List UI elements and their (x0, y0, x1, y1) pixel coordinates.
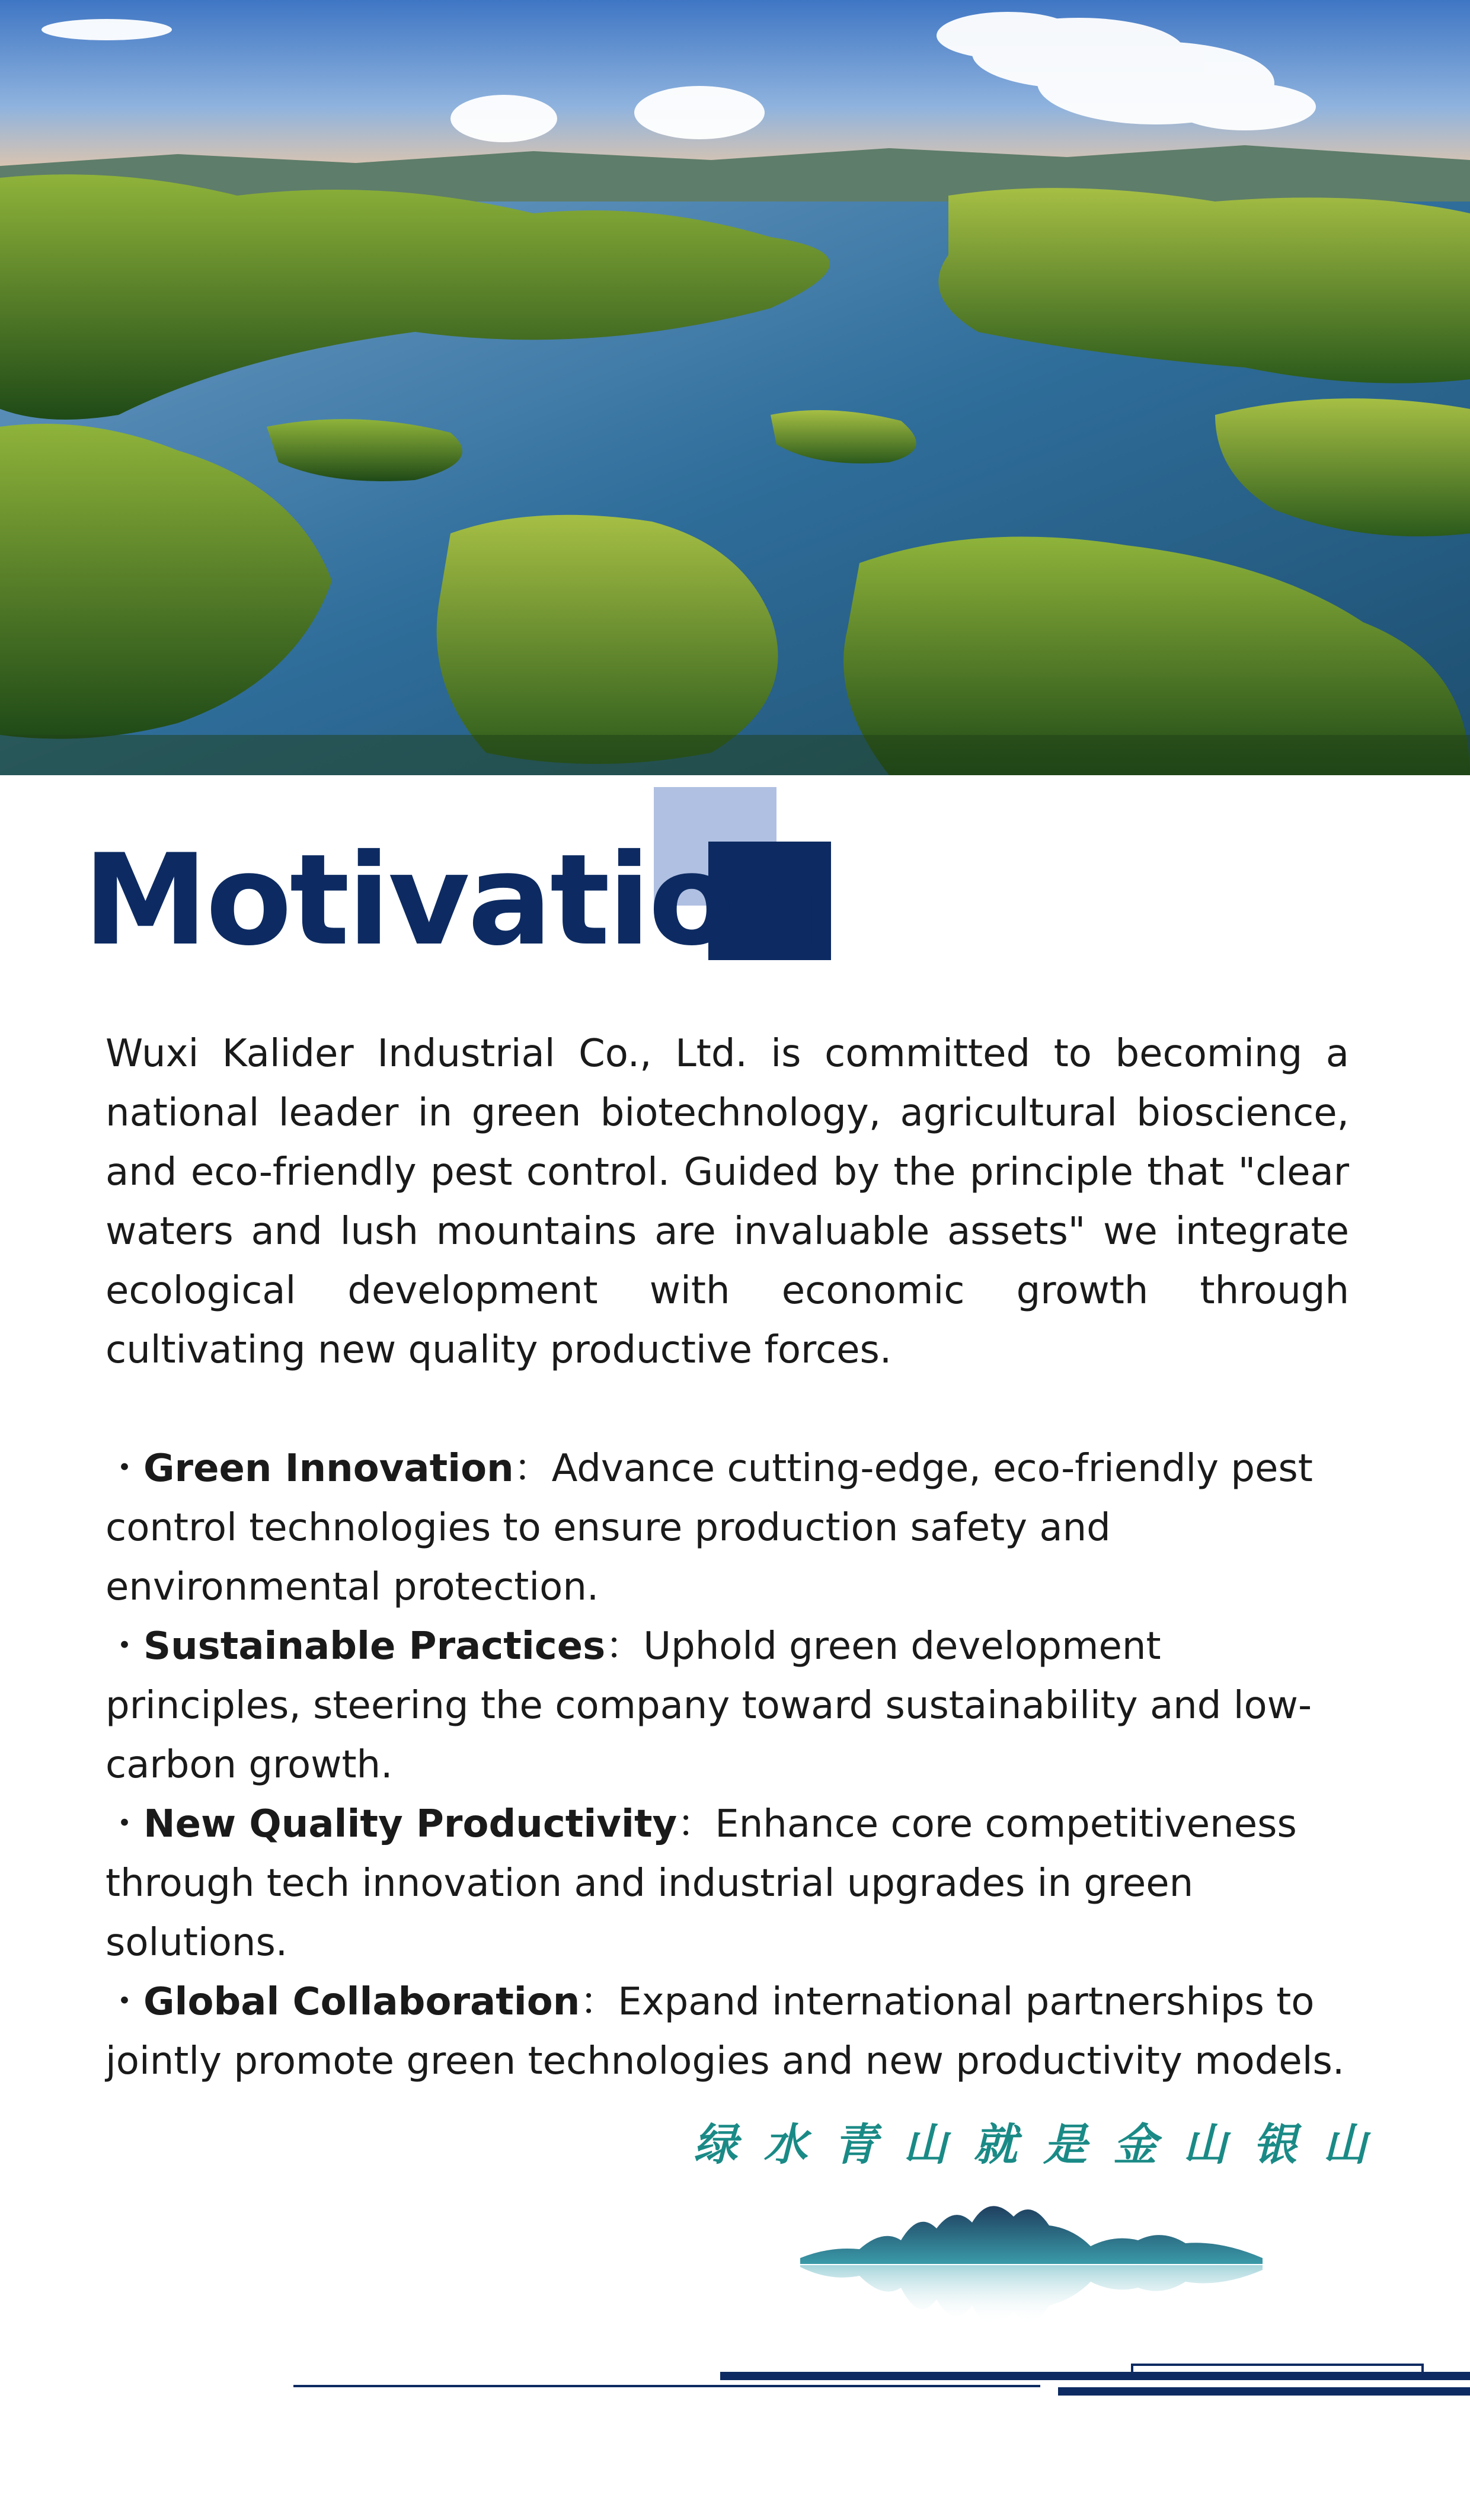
bullet-heading: New Quality Productivity (143, 1802, 678, 1846)
landscape-photo-icon (0, 0, 1470, 775)
ink-mountain-icon (794, 2193, 1268, 2347)
bullet-text: Advance cutting-edge, eco-friendly pest control technologies to ensure production safety and environmental protection. (106, 1447, 1313, 1609)
bullet-marker: ・ (106, 1980, 143, 2024)
bullet-separator: ： (677, 1802, 715, 1846)
bullet-item (106, 1617, 1349, 1795)
title-block (83, 787, 854, 973)
bullet-item (106, 1795, 1349, 1972)
bullet-heading: Global Collaboration (143, 1980, 580, 2024)
motto-block (694, 2110, 1393, 2193)
bullet-heading: Sustainable Practices (143, 1624, 606, 1668)
paragraph-gap (106, 1380, 1349, 1439)
footer-lines-decor (0, 2359, 1470, 2406)
bullet-item (106, 1439, 1349, 1617)
bullet-marker: ・ (106, 1447, 143, 1491)
mountain-illustration (794, 2193, 1268, 2347)
bullet-marker: ・ (106, 1624, 143, 1668)
hero-landscape-image (0, 0, 1470, 775)
bullet-text: Uphold green development principles, steering the company toward sustainability and low-carbon growth. (106, 1624, 1312, 1787)
motto-text: 绿水青山就是金山银山 (694, 2119, 1393, 2170)
intro-paragraph: Wuxi Kalider Industrial Co., Ltd. is committed to becoming a national leader in green biotechnology, agricultural bioscience, and eco-friendly pest control. Guided by the principle that "clear waters and lush mountains are invaluable assets" we integrate ecological development with economic growth through cultivating new quality productive forces. (106, 1032, 1349, 1372)
page-title: Motivation (83, 827, 820, 973)
body-content (106, 1024, 1349, 2091)
footer-decor (0, 2359, 1470, 2406)
bullet-item (106, 1972, 1349, 2091)
bullet-text: Enhance core competitiveness through tech innovation and industrial upgrades in green solutions. (106, 1802, 1297, 1965)
bullet-separator: ： (605, 1624, 644, 1668)
bullet-marker: ・ (106, 1802, 143, 1846)
bullet-separator: ： (513, 1447, 552, 1491)
bullet-separator: ： (580, 1980, 618, 2024)
bullet-text: Expand international partnerships to jointly promote green technologies and new productivity models. (106, 1980, 1345, 2083)
bullet-heading: Green Innovation (143, 1447, 514, 1491)
